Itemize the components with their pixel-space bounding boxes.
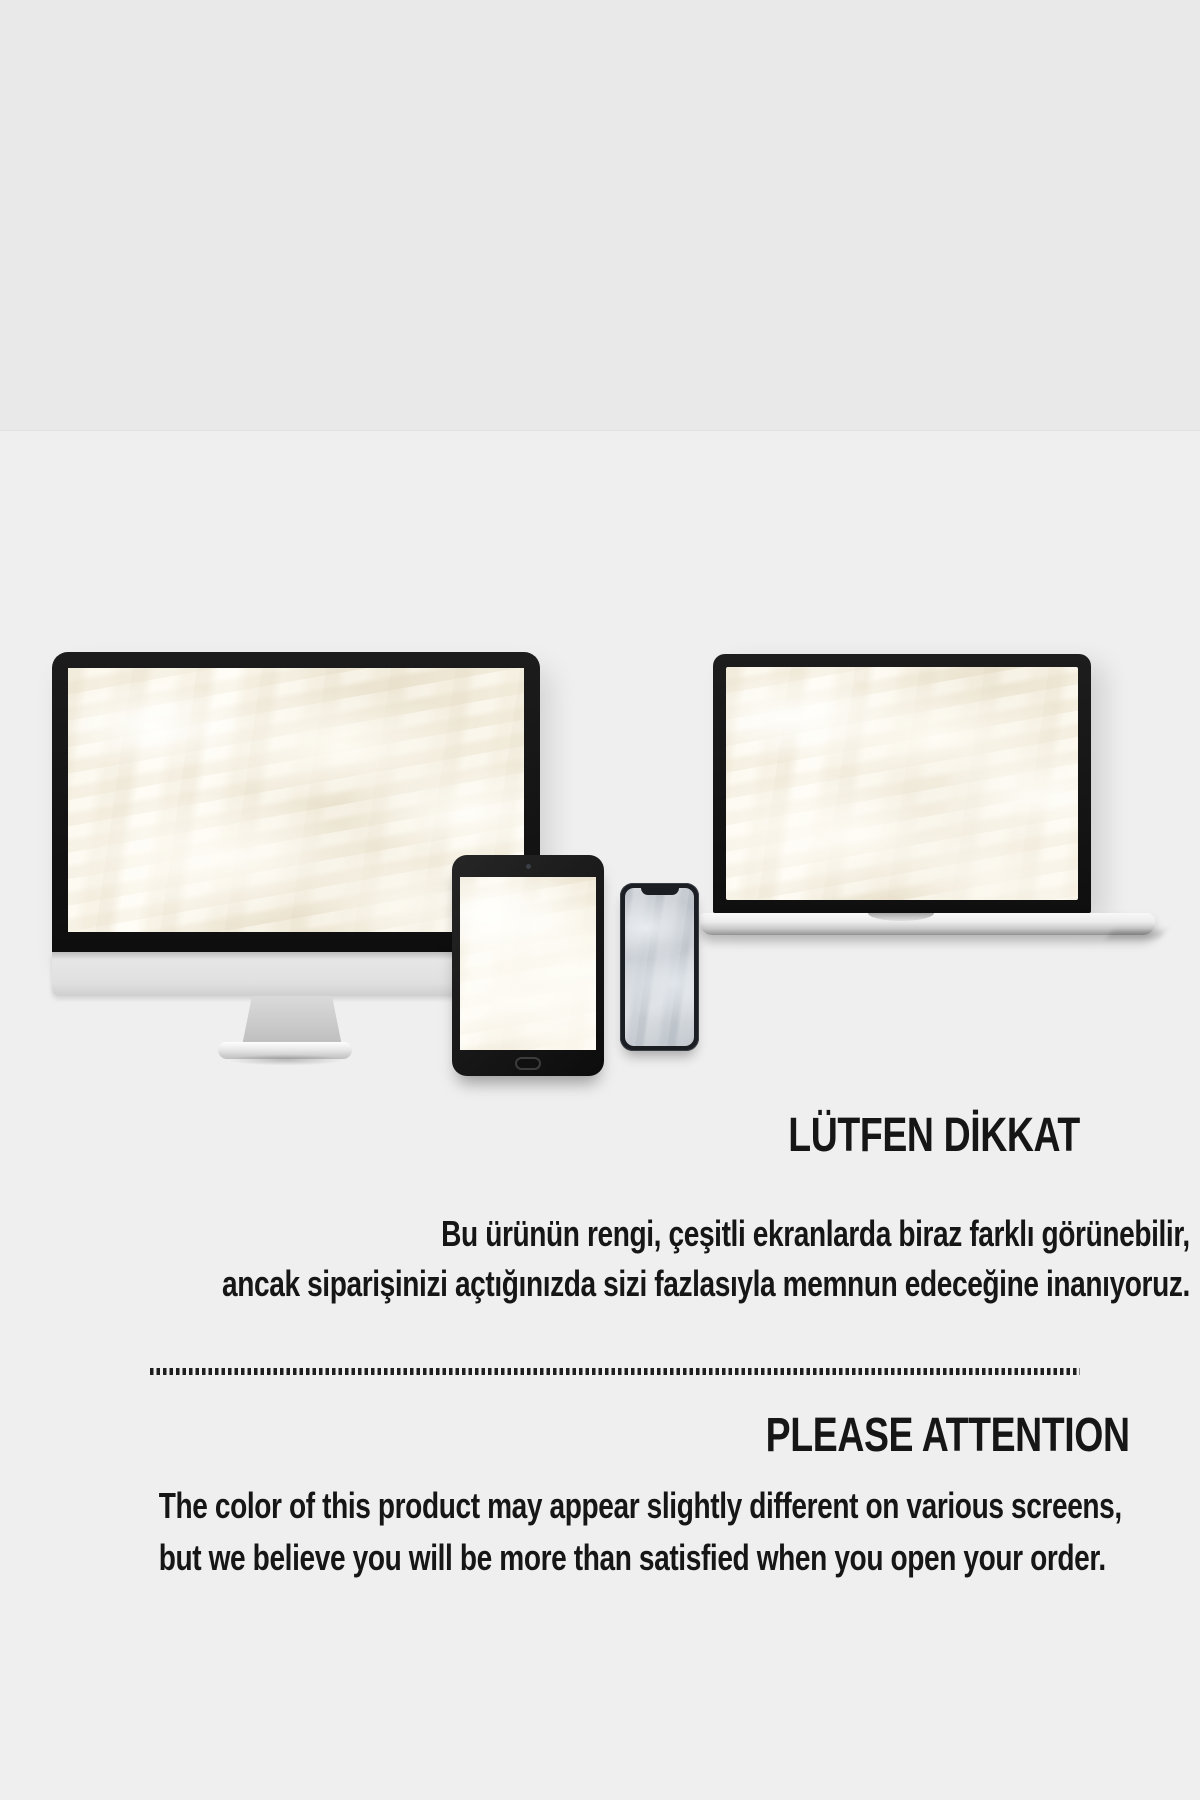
macbook-base xyxy=(700,913,1155,935)
imac-stand-shadow xyxy=(203,1052,369,1068)
macbook-screen-bezel xyxy=(713,654,1091,913)
notice-line-turkish-2: ancak siparişinizi açtığınızda sizi fazlasıyla memnun edeceğine inanıyoruz. xyxy=(222,1263,1190,1304)
smartphone-screen-fabric-photo xyxy=(625,888,694,1046)
dotted-separator xyxy=(150,1368,1080,1375)
background-top-band xyxy=(0,0,1200,431)
notice-line-turkish-1: Bu ürünün rengi, çeşitli ekranlarda biraz farklı görünebilir, xyxy=(441,1213,1190,1254)
smartphone xyxy=(620,883,699,1051)
notice-line-english-2: but we believe you will be more than satisfied when you open your order. xyxy=(158,1537,1106,1578)
macbook-screen-fabric-photo xyxy=(726,667,1078,900)
notice-line-english-1: The color of this product may appear slightly different on various screens, xyxy=(158,1485,1122,1526)
tablet xyxy=(452,855,604,1076)
notice-title-turkish: LÜTFEN DİKKAT xyxy=(788,1109,1080,1162)
tablet-screen-fabric-photo xyxy=(460,877,596,1050)
imac-stand-neck xyxy=(242,996,342,1046)
smartphone-notch xyxy=(641,888,679,895)
macbook-base-shadow xyxy=(1106,930,1166,939)
tablet-camera-dot xyxy=(526,864,531,869)
macbook-lid-notch xyxy=(868,913,934,921)
tablet-home-button xyxy=(515,1057,541,1070)
notice-title-english: PLEASE ATTENTION xyxy=(765,1409,1130,1462)
